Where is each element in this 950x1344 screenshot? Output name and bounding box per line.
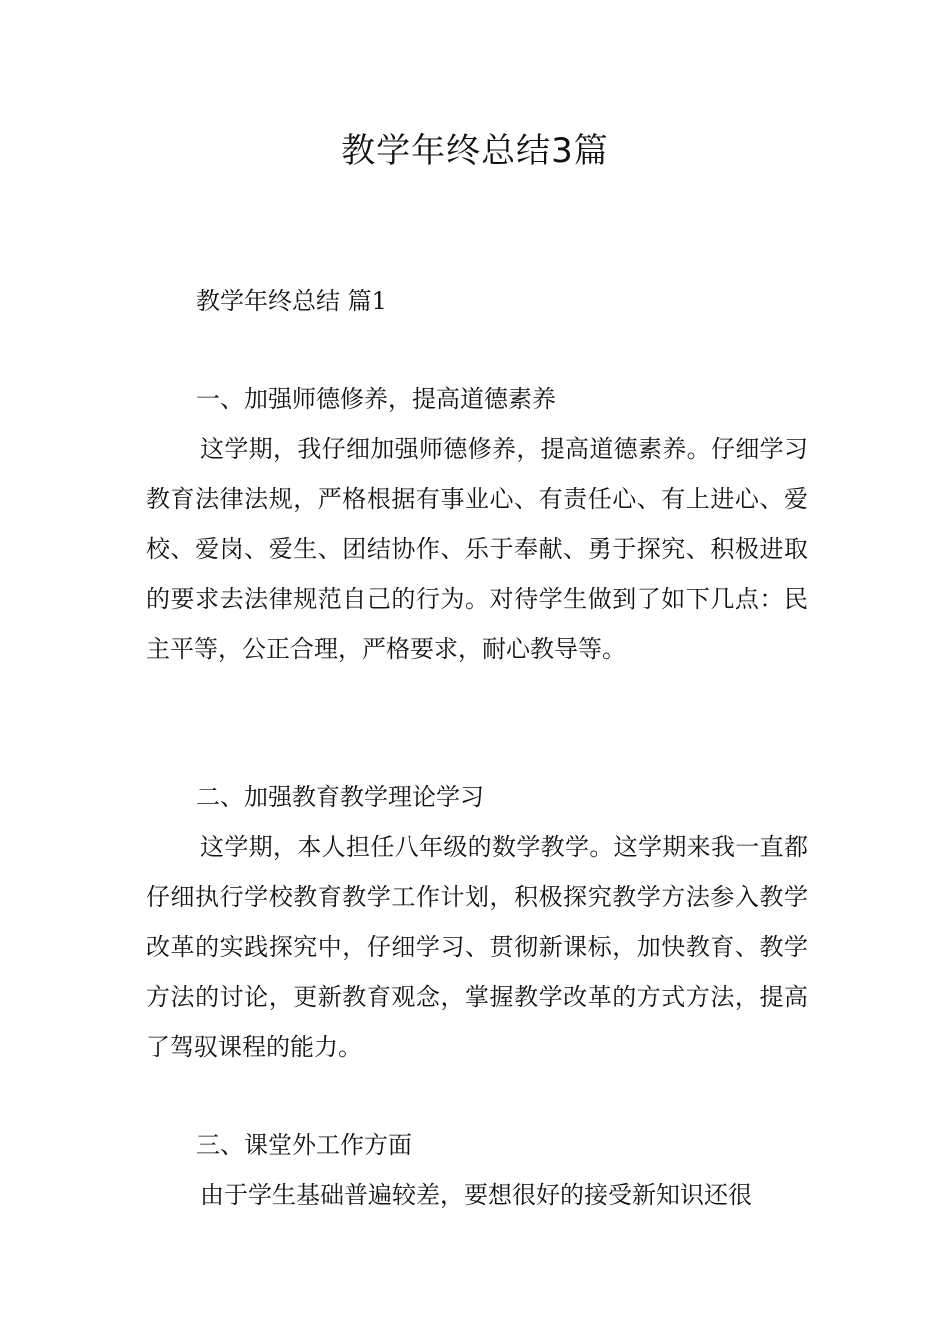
section-heading-2: 二、加强教育教学理论学习 bbox=[196, 783, 484, 811]
section-paragraph-3: 由于学生基础普遍较差，要想很好的接受新知识还很 bbox=[200, 1181, 752, 1209]
section-heading-1: 一、加强师德修养，提高道德素养 bbox=[196, 385, 556, 413]
document-title: 教学年终总结3篇 bbox=[341, 131, 609, 171]
section-paragraph-2: 这学期，本人担任八年级的数学教学。这学期来我一直都仔细执行学校教育教学工作计划，积极探究教学方法参入教学改革的实践探究中，仔细学习、贯彻新课标，加快教育、教学方法的讨论，更新教育观念，掌握教学改革的方式方法，提高了驾驭课程的能力。 bbox=[146, 833, 808, 1061]
section-paragraph-1: 这学期，我仔细加强师德修养，提高道德素养。仔细学习教育法律法规，严格根据有事业心、有责任心、有上进心、爱校、爱岗、爱生、团结协作、乐于奉献、勇于探究、积极进取的要求去法律规范自己的行为。对待学生做到了如下几点：民主平等，公正合理，严格要求，耐心教导等。 bbox=[146, 435, 808, 663]
article-subtitle: 教学年终总结 篇1 bbox=[196, 287, 387, 315]
section-heading-3: 三、课堂外工作方面 bbox=[196, 1131, 412, 1159]
